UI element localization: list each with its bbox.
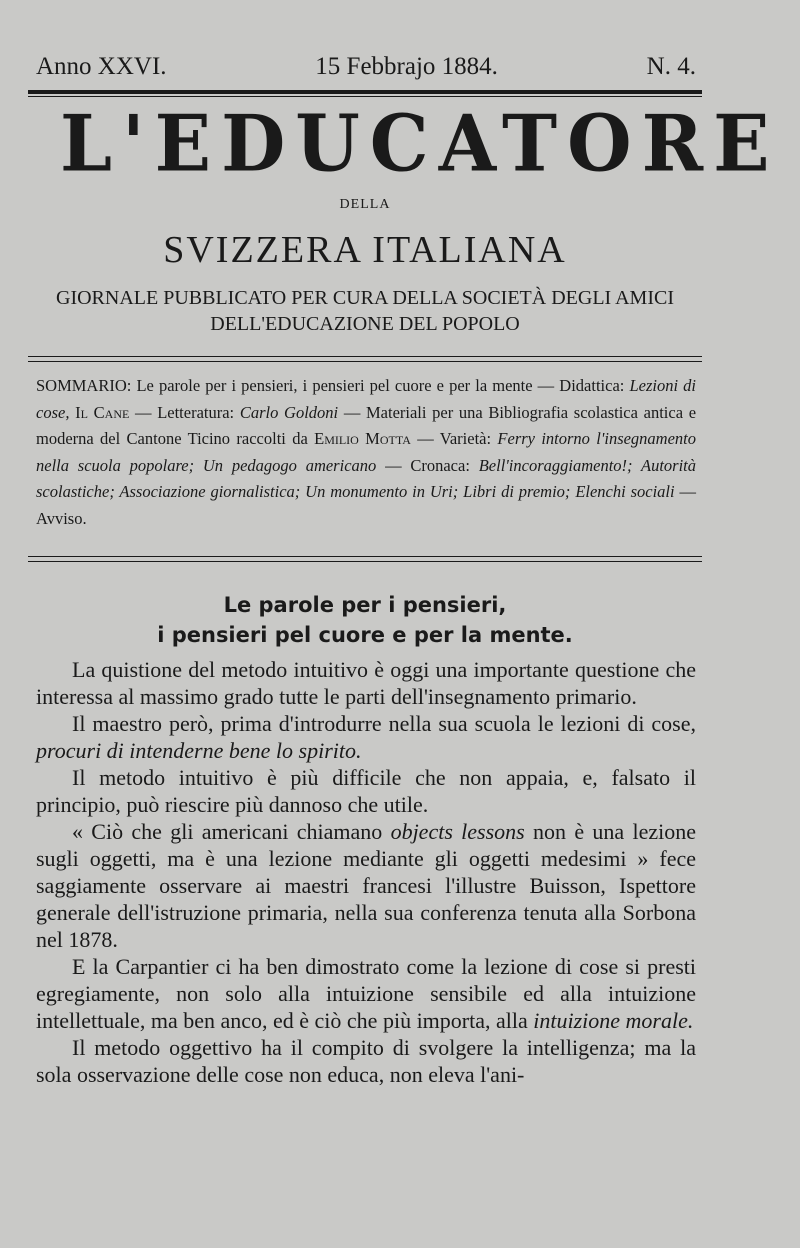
- sommario-text-4: — Varietà:: [417, 429, 492, 448]
- sommario-cronaca: Bell'incoraggiamento!; Autorità scolastiche; Associazione giornalistica; Un monumento in Uri; Libri di premio; Elenchi sociali: [36, 455, 697, 501]
- paragraph-2-text: Il maestro però, prima d'introdurre nella sua scuola le lezioni di cose,: [72, 711, 696, 736]
- sommario-motta: Emilio Motta: [314, 429, 411, 448]
- issue-date: 15 Febbrajo 1884.: [315, 53, 498, 80]
- paragraph-4-text-b: non è una lezione sugli oggetti, ma è una lezione mediante gli oggetti medesimi » fece saggiamente osservare ai maestri francesi l'illustre Buisson, Ispettore generale dell'istruzione primaria, nella sua conferenza tenuta alla Sorbona nel 1878.: [36, 819, 696, 952]
- sommario-rule-top-1: [28, 356, 702, 357]
- article-body: [36, 656, 696, 1088]
- masthead-title: L'EDUCATORE: [60, 98, 780, 190]
- masthead-subtitle: [0, 285, 730, 337]
- article-title-line-1: Le parole per i pensieri,: [223, 593, 507, 617]
- sommario-rule-top-2: [28, 361, 702, 362]
- sommario-label: SOMMARIO:: [36, 376, 132, 395]
- sommario-text-1: Le parole per i pensieri, i pensieri pel cuore e per la mente — Didattica:: [136, 376, 625, 395]
- paragraph-1: La quistione del metodo intuitivo è oggi una importante questione che interessa al massimo grado tutte le parti dell'insegnamento primario.: [36, 657, 696, 709]
- article-title: [0, 590, 730, 650]
- paragraph-4-text-a: « Ciò che gli americani chiamano: [72, 819, 383, 844]
- paragraph-2-italic: procuri di intenderne bene lo spirito.: [36, 738, 362, 763]
- article-title-line-2: i pensieri pel cuore e per la mente.: [157, 623, 573, 647]
- sommario-cane: Il Cane: [75, 402, 130, 422]
- sommario-block: [36, 373, 696, 532]
- subtitle-line-1: GIORNALE PUBBLICATO PER CURA DELLA SOCIETÀ DEGLI AMICI: [56, 287, 674, 309]
- paragraph-5-italic: intuizione morale.: [533, 1008, 694, 1033]
- paragraph-4-italic: objects lessons: [390, 819, 525, 844]
- issue-number: N. 4.: [646, 53, 696, 80]
- header-rule-thick: [28, 90, 702, 94]
- paragraph-5: [36, 953, 696, 1034]
- sommario-rule-bottom-2: [28, 561, 702, 562]
- sommario-text-5: — Cronaca:: [385, 455, 470, 475]
- subtitle-line-2: DELL'EDUCAZIONE DEL POPOLO: [210, 313, 520, 335]
- sommario-lezioni: Lezioni di cose,: [36, 376, 696, 422]
- sommario-rule-bottom-1: [28, 556, 702, 557]
- masthead-della: DELLA: [339, 197, 391, 212]
- sommario-ferry: Ferry intorno l'insegnamento nella scuola popolare; Un pedagogo americano: [36, 429, 697, 475]
- issue-header: [36, 50, 696, 84]
- header-rule-thin: [28, 96, 702, 97]
- paragraph-5-text: E la Carpantier ci ha ben dimostrato come la lezione di cose si presti egregiamente, non solo alla intuizione sensibile ed alla intuizione intellettuale, ma ben anco, ed è ciò che più importa, alla: [36, 954, 696, 1033]
- sommario-text-2: — Letteratura:: [135, 402, 235, 422]
- paragraph-4: [36, 818, 696, 953]
- paragraph-6: Il metodo oggettivo ha il compito di svolgere la intelligenza; ma la sola osservazione delle cose non educa, non eleva l'ani-: [36, 1035, 696, 1087]
- sommario-text-6: — Avviso.: [36, 482, 697, 528]
- paragraph-2: [36, 710, 696, 764]
- sommario-text-3: — Materiali per una Bibliografia scolastica antica e moderna del Cantone Ticino raccolti da: [36, 402, 697, 448]
- paragraph-3: Il metodo intuitivo è più difficile che non appaia, e, falsato il principio, può riescire più dannoso che utile.: [36, 765, 696, 817]
- issue-year: Anno XXVI.: [36, 53, 167, 80]
- masthead-country: SVIZZERA ITALIANA: [163, 229, 567, 271]
- sommario-goldoni: Carlo Goldoni: [239, 402, 339, 422]
